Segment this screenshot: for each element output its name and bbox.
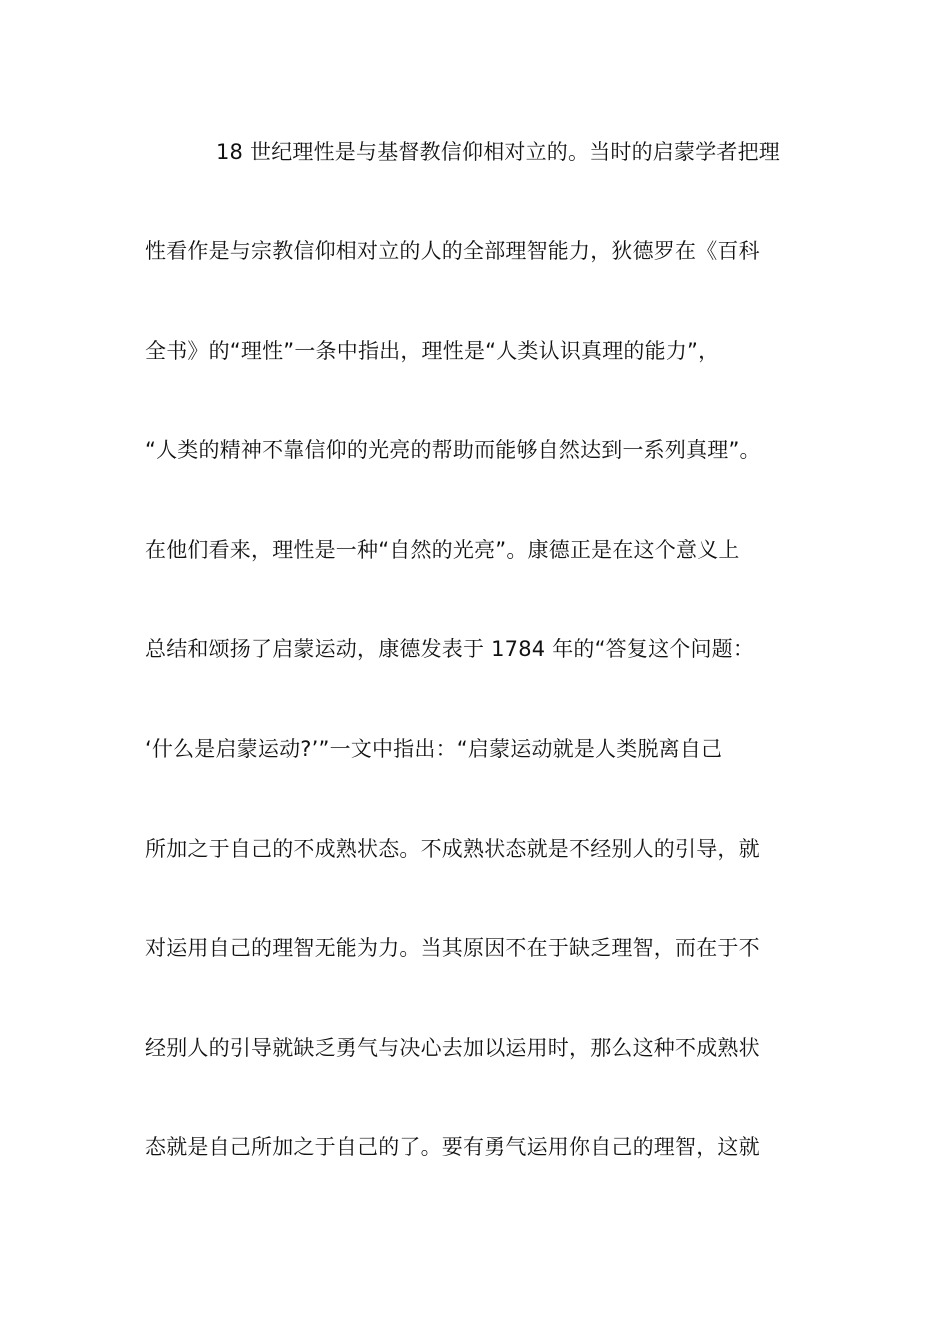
paragraph-line-11: 态就是自己所加之于自己的了。要有勇气运用你自己的理智，这就 <box>145 1135 760 1159</box>
paragraph-line-3: 全书》的“理性”一条中指出，理性是“人类认识真理的能力”， <box>145 339 720 363</box>
paragraph-line-6: 总结和颂扬了启蒙运动，康德发表于 1784 年的“答复这个问题： <box>145 637 755 661</box>
paragraph-line-7: ‘什么是启蒙运动?’”一文中指出：“启蒙运动就是人类脱离自己 <box>145 737 723 761</box>
paragraph-line-1: 18 世纪理性是与基督教信仰相对立的。当时的启蒙学者把理 <box>216 140 780 164</box>
paragraph-line-10: 经别人的引导就缺乏勇气与决心去加以运用时，那么这种不成熟状 <box>145 1036 760 1060</box>
paragraph-line-4: “人类的精神不靠信仰的光亮的帮助而能够自然达到一系列真理”。 <box>145 438 761 462</box>
paragraph-line-9: 对运用自己的理智无能为力。当其原因不在于缺乏理智，而在于不 <box>145 936 760 960</box>
paragraph-line-5: 在他们看来，理性是一种“自然的光亮”。康德正是在这个意义上 <box>145 538 740 562</box>
paragraph-line-8: 所加之于自己的不成熟状态。不成熟状态就是不经别人的引导，就 <box>145 837 760 861</box>
paragraph-line-2: 性看作是与宗教信仰相对立的人的全部理智能力，狄德罗在《百科 <box>145 239 760 263</box>
